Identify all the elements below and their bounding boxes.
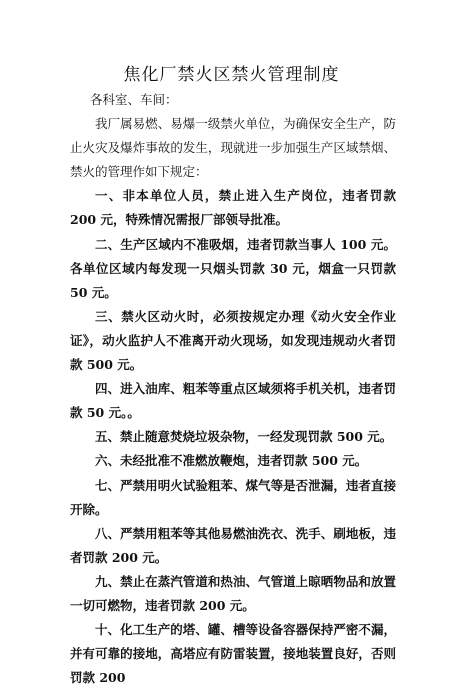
intro-paragraph: 我厂属易燃、易爆一级禁火单位，为确保安全生产，防止火灾及爆炸事故的发生，现就进一步加强生产区域禁烟、禁火的管理作如下规定： <box>70 116 396 180</box>
rule-item: 八、严禁用粗苯等其他易燃油洗衣、洗手、刷地板，违者罚款 200 元。 <box>70 525 396 565</box>
document-body <box>70 88 396 690</box>
rule-item: 一、非本单位人员，禁止进入生产岗位，违者罚款 200 元，特殊情况需报厂部领导批准。 <box>70 188 396 228</box>
rule-item: 三、禁火区动火时，必须按规定办理《动火安全作业证》，动火监护人不准离开动火现场，如发现违规动火者罚款 500 元。 <box>70 308 396 373</box>
rule-item: 二、生产区域内不准吸烟，违者罚款当事人 100 元。各单位区域内每发现一只烟头罚款 30 元，烟盒一只罚款 50 元。 <box>70 236 396 300</box>
rule-item: 六、未经批准不准燃放鞭炮，违者罚款 500 元。 <box>95 453 368 469</box>
rule-item: 七、严禁用明火试验粗苯、煤气等是否泄漏，违者直接开除。 <box>70 477 396 517</box>
greeting: 各科室、车间： <box>90 92 178 107</box>
rule-item: 四、进入油库、粗苯等重点区域须将手机关机，违者罚款 50 元。。 <box>70 381 396 421</box>
rule-item: 五、禁止随意焚烧垃圾杂物，一经发现罚款 500 元。 <box>95 429 393 445</box>
document-title: 焦化厂禁火区禁火管理制度 <box>123 65 340 85</box>
rule-item: 十、化工生产的塔、罐、槽等设备容器保持严密不漏，并有可靠的接地，高塔应有防雷装置，接地装置良好，否则罚款 200 <box>70 622 396 686</box>
rule-item: 九、禁止在蒸汽管道和热油、气管道上晾晒物品和放置一切可燃物，违者罚款 200 元。 <box>70 573 396 613</box>
